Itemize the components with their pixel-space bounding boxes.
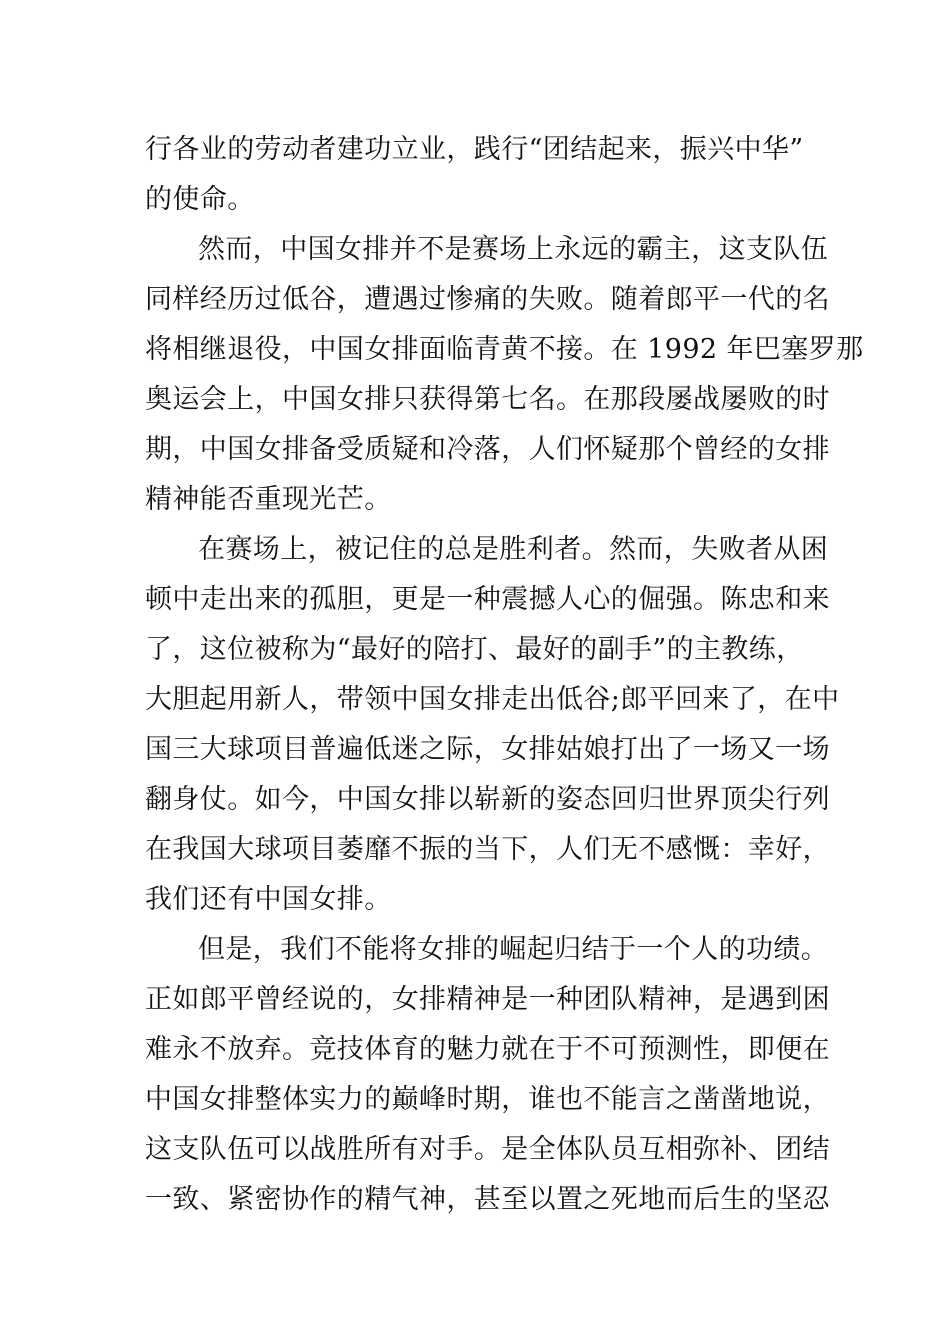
paragraph-first-line: 在赛场上，被记住的总是胜利者。然而，失败者从困 xyxy=(198,534,829,565)
text-line: 顿中走出来的孤胆，更是一种震撼人心的倔强。陈忠和来 xyxy=(145,584,830,615)
text-line: 国三大球项目普遍低迷之际，女排姑娘打出了一场又一场 xyxy=(145,734,830,765)
paragraph-first-line: 然而，中国女排并不是赛场上永远的霸主，这支队伍 xyxy=(198,234,829,265)
text-line: 翻身仗。如今，中国女排以崭新的姿态回归世界顶尖行列 xyxy=(145,784,830,815)
paragraph-first-line: 但是，我们不能将女排的崛起归结于一个人的功绩。 xyxy=(198,934,829,965)
text-line: 在我国大球项目萎靡不振的当下，人们无不感慨：幸好， xyxy=(145,834,830,865)
text-line: 的使命。 xyxy=(145,184,255,215)
text-line: 中国女排整体实力的巅峰时期，谁也不能言之凿凿地说， xyxy=(145,1084,830,1115)
text-line: 难永不放弃。竞技体育的魅力就在于不可预测性，即便在 xyxy=(145,1034,830,1065)
text-line: 精神能否重现光芒。 xyxy=(145,484,392,515)
text-line: 将相继退役，中国女排面临青黄不接。在 1992 年巴塞罗那 xyxy=(145,334,864,365)
text-line: 一致、紧密协作的精气神，甚至以置之死地而后生的坚忍 xyxy=(145,1184,830,1215)
text-line: 这支队伍可以战胜所有对手。是全体队员互相弥补、团结 xyxy=(145,1134,830,1165)
text-line: 期，中国女排备受质疑和冷落，人们怀疑那个曾经的女排 xyxy=(145,434,830,465)
text-line: 同样经历过低谷，遭遇过惨痛的失败。随着郎平一代的名 xyxy=(145,284,830,315)
text-line: 正如郎平曾经说的，女排精神是一种团队精神，是遇到困 xyxy=(145,984,830,1015)
text-line: 奥运会上，中国女排只获得第七名。在那段屡战屡败的时 xyxy=(145,384,830,415)
text-line: 大胆起用新人，带领中国女排走出低谷;郎平回来了，在中 xyxy=(145,684,840,715)
text-line: 行各业的劳动者建功立业，践行“团结起来，振兴中华” xyxy=(145,134,804,165)
text-line: 了，这位被称为“最好的陪打、最好的副手”的主教练， xyxy=(145,634,804,665)
text-line: 我们还有中国女排。 xyxy=(145,884,392,915)
